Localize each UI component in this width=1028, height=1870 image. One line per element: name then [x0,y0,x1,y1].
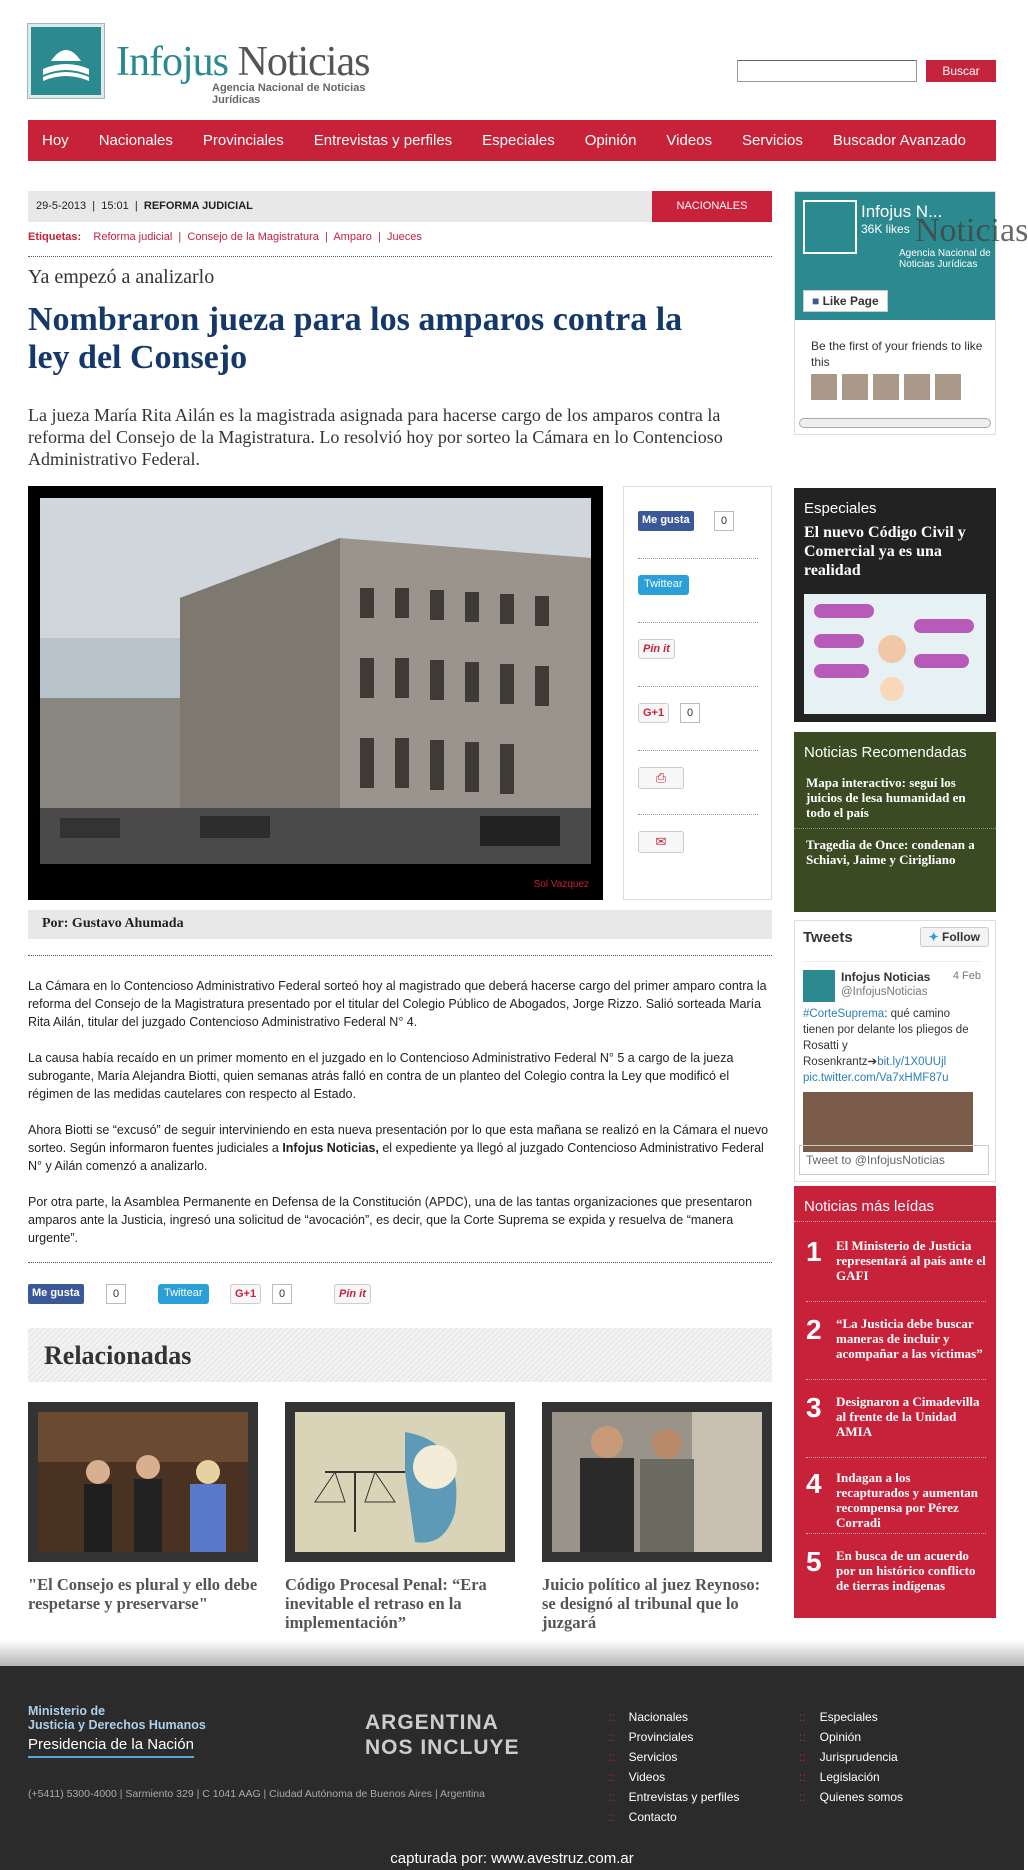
popular-item[interactable]: 2 “La Justicia debe buscar maneras de incluir y acompañar a las víctimas” [806,1314,986,1380]
argentina-logo[interactable]: ARGENTINA NOS INCLUYE [365,1711,520,1759]
related-image[interactable] [28,1402,258,1562]
related-image[interactable] [285,1402,515,1562]
nav-item-especiales[interactable]: Especiales [482,132,555,149]
recomendadas-title: Noticias Recomendadas [804,744,967,761]
recomendada-link[interactable]: Mapa interactivo: seguí los juicios de lesa humanidad en todo el país [794,767,996,829]
tweet-handle[interactable]: @InfojusNoticias [841,986,928,998]
fb-friend-avatars [811,374,966,405]
pinit-button[interactable]: Pin it [638,639,675,659]
brand-name: Infojus Noticias [116,39,370,85]
nav-item-provinciales[interactable]: Provinciales [202,132,284,149]
fb-cover-sub: Agencia Nacional de Noticias Jurídicas [899,248,991,270]
recomendadas-box [794,732,996,912]
fb-scrollbar[interactable] [799,418,991,428]
tag-link[interactable]: Consejo de la Magistratura [187,231,319,243]
tweet-text: #CorteSuprema: qué camino tienen por delante los pliegos de Rosatti y Rosenkrantz➔bit.ly/1X0UUjl pic.twitter.com/Va7xHMF87u [803,1008,969,1084]
pinit-button[interactable]: Pin it [334,1284,371,1304]
article-datetime: 29-5-2013 | 15:01 | REFORMA JUDICIAL [36,200,253,212]
footer-link[interactable]: :: Servicios [608,1750,739,1770]
divider [28,1262,772,1263]
footer-links-col2 [799,1710,903,1810]
nav-item-hoy[interactable]: Hoy [42,132,69,149]
capture-watermark: capturada por: www.avestruz.com.ar [390,1850,634,1867]
divider [28,955,772,956]
footer-link[interactable]: :: Contacto [608,1810,739,1830]
article-kicker: Ya empezó a analizarlo [28,266,215,288]
search-button[interactable]: Buscar [926,60,996,82]
gplus-count: 0 [272,1284,292,1304]
popular-item[interactable]: 3 Designaron a Cimadevilla al frente de la Unidad AMIA [806,1392,986,1458]
bottom-share-bar [28,1284,428,1308]
especiales-link[interactable]: El nuevo Código Civil y Comercial ya es una realidad [804,524,966,579]
site-logo[interactable] [28,22,408,106]
mail-icon[interactable]: ✉ [638,831,684,853]
footer-shadow [0,1640,1024,1666]
fb-like-button[interactable]: Me gusta [638,511,694,531]
article-meta-bar [28,191,772,222]
twitter-widget [794,920,996,1182]
nav-item-videos[interactable]: Videos [666,132,713,149]
brand-subtitle: Agencia Nacional de Noticias Jurídicas [212,82,366,106]
share-row-gp [638,687,758,751]
footer-link[interactable]: :: Entrevistas y perfiles [608,1790,739,1810]
tag-link[interactable]: Jueces [386,231,422,243]
footer-links-col1 [608,1710,739,1830]
article-lead: La jueza María Rita Ailán es la magistrada asignada para hacerse cargo de los amparos contra la reforma del Consejo de la Magistratura. Lo resolvió hoy por sorteo la Cámara en lo Contencioso Administrativo Federal. [28,405,723,469]
nav-item-nacionales[interactable]: Nacionales [98,132,173,149]
nav-item-opinion[interactable]: Opinión [584,132,637,149]
mas-leidas-box [794,1186,996,1618]
follow-button[interactable]: ✦ Follow [920,927,989,947]
popular-item[interactable]: 1 El Ministerio de Justicia representará al país ante el GAFI [806,1236,986,1302]
body-paragraph: Ahora Biotti se “excusó” de seguir interviniendo en esta nueva presentación por lo que esta mañana se realizó en la Cámara el nuevo sorteo. Según informaron fuentes judiciales a Infojus Noticias, el expediente ya llegó al juzgado Contencioso Administrativo Federal N° y Ailán comenzó a analizarlo. [28,1123,769,1173]
avatar[interactable] [803,970,835,1002]
gplus-count: 0 [680,703,700,723]
related-title-link[interactable]: Juicio político al juez Reynoso: se designó al tribunal que lo juzgará [542,1575,761,1632]
presidency-text[interactable]: Presidencia de la Nación [28,1736,194,1758]
share-row-tw [638,559,758,623]
logo-icon [28,24,104,98]
body-paragraph: La Cámara en lo Contencioso Administrativo Federal sorteó hoy al magistrado que deberá hacerse cargo del primer amparo contra la reforma del Consejo de la Magistratura presentado por el titular del Colegio Público de Abogados, Jorge Rizzo. Salió sorteada María Rita Ailán, titular del juzgado Contencioso Administrativo Federal N° 4. [28,979,767,1029]
related-header [28,1328,772,1382]
tags-label: Etiquetas: [28,231,82,243]
article-author: Por: Gustavo Ahumada [28,910,772,939]
print-icon[interactable]: ⎙ [638,767,684,789]
fb-like-count: 0 [714,511,734,531]
gplus-button[interactable]: G+1 [638,703,669,723]
twitter-bird-icon: ✦ [928,930,939,944]
share-row-fb [638,495,758,559]
logo-icon [803,200,857,254]
related-image[interactable] [542,1402,772,1562]
facebook-widget [794,191,1028,435]
fb-cover[interactable] [795,192,1028,320]
tweet-to-input[interactable]: Tweet to @InfojusNoticias [799,1145,989,1175]
gplus-button[interactable]: G+1 [230,1284,261,1304]
footer-address: (+5411) 5300-4000 | Sarmiento 329 | C 1041 AAG | Ciudad Autónoma de Buenos Aires | Argentina [28,1788,485,1800]
fb-likes: 36K likes [861,222,910,236]
tag-link[interactable]: Reforma judicial [93,231,173,243]
article-headline: Nombraron jueza para los amparos contra la ley del Consejo [28,301,683,376]
footer [0,1666,1024,1870]
tweet-button[interactable]: Twittear [158,1284,209,1304]
share-row-print [638,751,758,815]
popular-item[interactable]: 5 En busca de un acuerdo por un histórico conflicto de tierras indígenas [806,1546,976,1593]
especiales-image[interactable] [804,594,986,714]
related-title-link[interactable]: Código Procesal Penal: “Era inevitable el retraso en la implementación” [285,1575,487,1632]
especiales-box [794,488,996,722]
tweet-item [803,961,981,1139]
mas-leidas-title: Noticias más leídas [794,1186,996,1222]
share-row-pin [638,623,758,687]
footer-link[interactable]: :: Especiales [799,1710,903,1730]
article-photo [28,486,603,900]
share-row-mail [638,815,758,879]
fb-friends-text: Be the first of your friends to like this [811,339,983,369]
footer-link[interactable]: :: Quienes somos [799,1790,903,1810]
related-title: Relacionadas [44,1341,192,1370]
footer-link[interactable]: :: Opinión [799,1730,903,1750]
popular-item[interactable]: 4 Indagan a los recapturados y aumentan recompensa por Pérez Corradi [806,1468,986,1534]
search-input[interactable] [737,60,917,82]
fb-page-name: Infojus N... [861,202,943,221]
nav-item-buscador[interactable]: Buscador Avanzado [832,132,967,149]
tag-link[interactable]: Amparo [333,231,372,243]
footer-link[interactable]: :: Legislación [799,1770,903,1790]
courthouse-image [40,498,591,864]
body-paragraph: Por otra parte, la Asamblea Permanente en Defensa de la Constitución (APDC), una de las tantas organizaciones que presentaron amparos ante la Justicia, ingresó una solicitud de “avocación”, es decir, que la Corte Suprema se expida y resuelva de “manera urgente”. [28,1195,753,1245]
recomendada-link[interactable]: Tragedia de Once: condenan a Schiavi, Jaime y Cirigliano [806,837,975,867]
share-sidebar [623,486,772,900]
tweet-author[interactable]: Infojus Noticias [841,970,931,984]
body-paragraph: La causa había recaído en un primer momento en el juzgado en lo Contencioso Administrativo Federal N° 5 a cargo de la jueza subrogante, María Alejandra Biotti, quien semanas atrás falló en contra de un planteo del Colegio contra la Ley que modificó el régimen de las medidas cautelares con respecto al Estado. [28,1051,734,1101]
related-title-link[interactable]: "El Consejo es plural y ello debe respetarse y preservarse" [28,1575,258,1613]
footer-link[interactable]: :: Provinciales [608,1730,739,1750]
tweet-date[interactable]: 4 Feb [952,970,981,982]
tweets-title: Tweets [803,929,853,946]
especiales-title: Especiales [804,500,877,517]
tweet-button[interactable]: Twittear [638,575,689,595]
fb-like-button[interactable]: Me gusta [28,1284,84,1304]
nav-item-entrevistas[interactable]: Entrevistas y perfiles [313,132,453,149]
fb-cover-brand: Noticias [915,212,1028,249]
footer-link[interactable]: :: Jurisprudencia [799,1750,903,1770]
fb-like-count: 0 [106,1284,126,1304]
main-nav [28,120,996,161]
section-badge[interactable]: NACIONALES [652,191,772,222]
fb-like-page-button[interactable]: ■ Like Page [803,290,888,312]
article-body [28,977,772,1265]
photo-credit: Sol Vazquez [533,879,589,890]
nav-item-servicios[interactable]: Servicios [742,132,803,149]
footer-link[interactable]: :: Nacionales [608,1710,739,1730]
tweet-photo[interactable] [803,1092,973,1152]
ministry-logo-text[interactable]: Ministerio de Justicia y Derechos Humanos [28,1704,206,1732]
tags-row: Etiquetas: Reforma judicial | Consejo de la Magistratura | Amparo | Jueces [28,231,772,257]
footer-link[interactable]: :: Videos [608,1770,739,1790]
